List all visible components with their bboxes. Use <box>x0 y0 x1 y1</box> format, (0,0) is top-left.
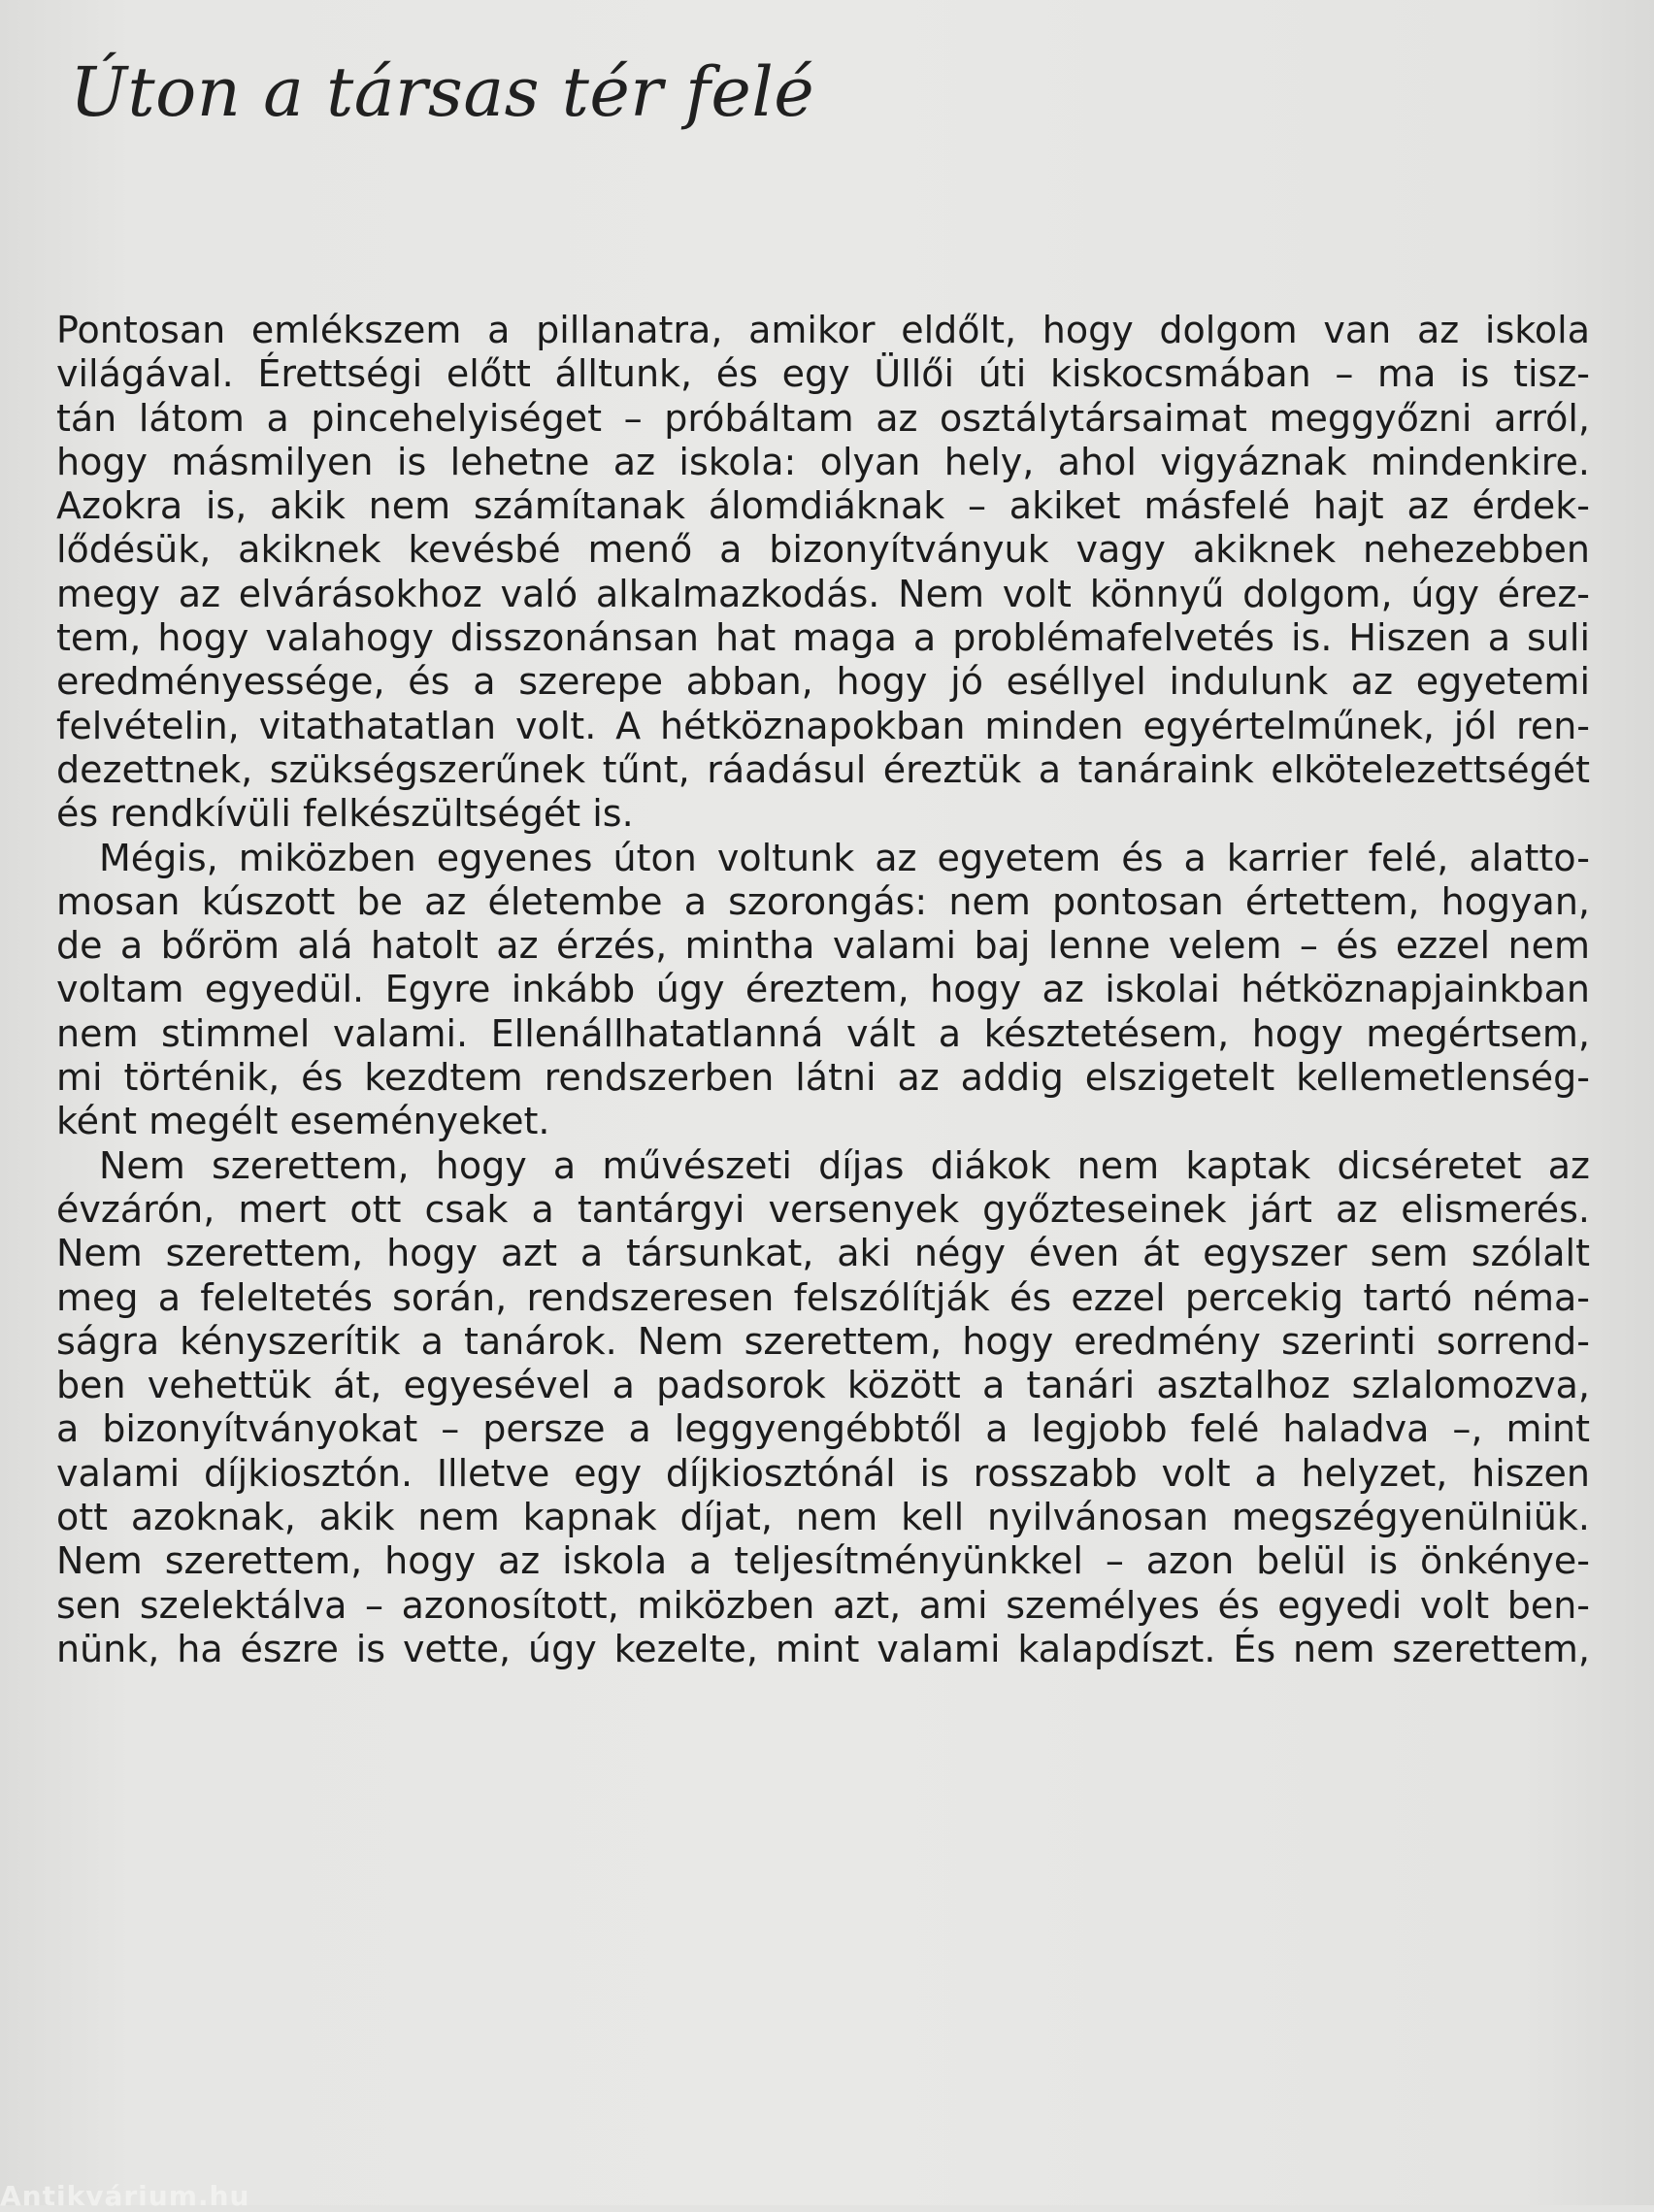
paragraph-2 <box>56 837 1590 1144</box>
text-line: valami díjkiosztón. Illetve egy díjkiosztónál is rosszabb volt a helyzet, hiszen <box>56 1451 1590 1495</box>
text-line: megy az elvárásokhoz való alkalmazkodás. Nem volt könnyű dolgom, úgy érez- <box>56 572 1590 615</box>
text-line: dezettnek, szükségszerűnek tűnt, ráadásul éreztük a tanáraink elkötelezettségét <box>56 747 1590 791</box>
text-line: mi történik, és kezdtem rendszerben látni az addig elszigetelt kellemetlenség- <box>56 1056 1590 1100</box>
text-line: Azokra is, akik nem számítanak álomdiáknak – akiket másfelé hajt az érdek- <box>56 484 1590 528</box>
text-line: meg a feleltetés során, rendszeresen felszólítják és ezzel percekig tartó néma- <box>56 1275 1590 1319</box>
text-line: a bizonyítványokat – persze a leggyengébbtől a legjobb felé haladva –, mint <box>56 1407 1590 1451</box>
text-line: Pontosan emlékszem a pillanatra, amikor eldőlt, hogy dolgom van az iskola <box>56 309 1590 351</box>
text-line: évzárón, mert ott csak a tantárgyi versenyek győzteseinek járt az elismerés. <box>56 1187 1590 1231</box>
text-line: Nem szerettem, hogy a művészeti díjas diákok nem kaptak dicséretet az <box>99 1143 1590 1187</box>
text-line: lődésük, akiknek kevésbé menő a bizonyítványuk vagy akiknek nehezebben <box>56 528 1590 572</box>
text-line: eredményessége, és a szerepe abban, hogy jó eséllyel indulunk az egyetemi <box>56 660 1590 704</box>
paragraph-3 <box>56 1144 1590 1672</box>
text-line: mosan kúszott be az életembe a szorongás: nem pontosan értettem, hogyan, <box>56 879 1590 923</box>
text-line: világával. Érettségi előtt álltunk, és egy Üllői úti kiskocsmában – ma is tisz- <box>56 352 1590 396</box>
text-line: tem, hogy valahogy disszonánsan hat maga a problémafelvetés is. Hiszen a suli <box>56 616 1590 660</box>
text-line: ben vehettük át, egyesével a padsorok között a tanári asztalhoz szlalomozva, <box>56 1364 1590 1407</box>
text-line: de a bőröm alá hatolt az érzés, mintha valami baj lenne velem – és ezzel nem <box>56 924 1590 968</box>
text-line: ott azoknak, akik nem kapnak díjat, nem kell nyilvánosan megszégyenülniük. <box>56 1496 1590 1539</box>
text-line: nünk, ha észre is vette, úgy kezelte, mint valami kalapdíszt. És nem szerettem, <box>56 1627 1590 1670</box>
text-line: és rendkívüli felkészültségét is. <box>56 792 634 836</box>
text-line: Mégis, miközben egyenes úton voltunk az egyetem és a karrier felé, alatto- <box>99 836 1590 879</box>
text-line: Nem szerettem, hogy azt a társunkat, aki négy éven át egyszer sem szólalt <box>56 1232 1590 1275</box>
text-line: felvételin, vitathatatlan volt. A hétköznapokban minden egyértelműnek, jól ren- <box>56 704 1590 747</box>
watermark: Antikvárium.hu <box>0 2180 250 2212</box>
text-line: sen szelektálva – azonosított, miközben azt, ami személyes és egyedi volt ben- <box>56 1583 1590 1627</box>
text-line: voltam egyedül. Egyre inkább úgy éreztem, hogy az iskolai hétköznapjainkban <box>56 968 1590 1011</box>
text-line: hogy másmilyen is lehetne az iskola: olyan hely, ahol vigyáznak mindenkire. <box>56 440 1590 483</box>
text-line: ként megélt eseményeket. <box>56 1100 550 1143</box>
body-text <box>56 309 1590 1671</box>
paragraph-1 <box>56 309 1590 837</box>
text-line: tán látom a pincehelyiséget – próbáltam az osztálytársaimat meggyőzni arról, <box>56 396 1590 440</box>
chapter-title: Úton a társas tér felé <box>70 52 815 132</box>
text-line: ságra kényszerítik a tanárok. Nem szerettem, hogy eredmény szerinti sorrend- <box>56 1319 1590 1363</box>
text-line: nem stimmel valami. Ellenállhatatlanná vált a késztetésem, hogy megértsem, <box>56 1011 1590 1055</box>
text-line: Nem szerettem, hogy az iskola a teljesítményünkkel – azon belül is önkénye- <box>56 1539 1590 1583</box>
